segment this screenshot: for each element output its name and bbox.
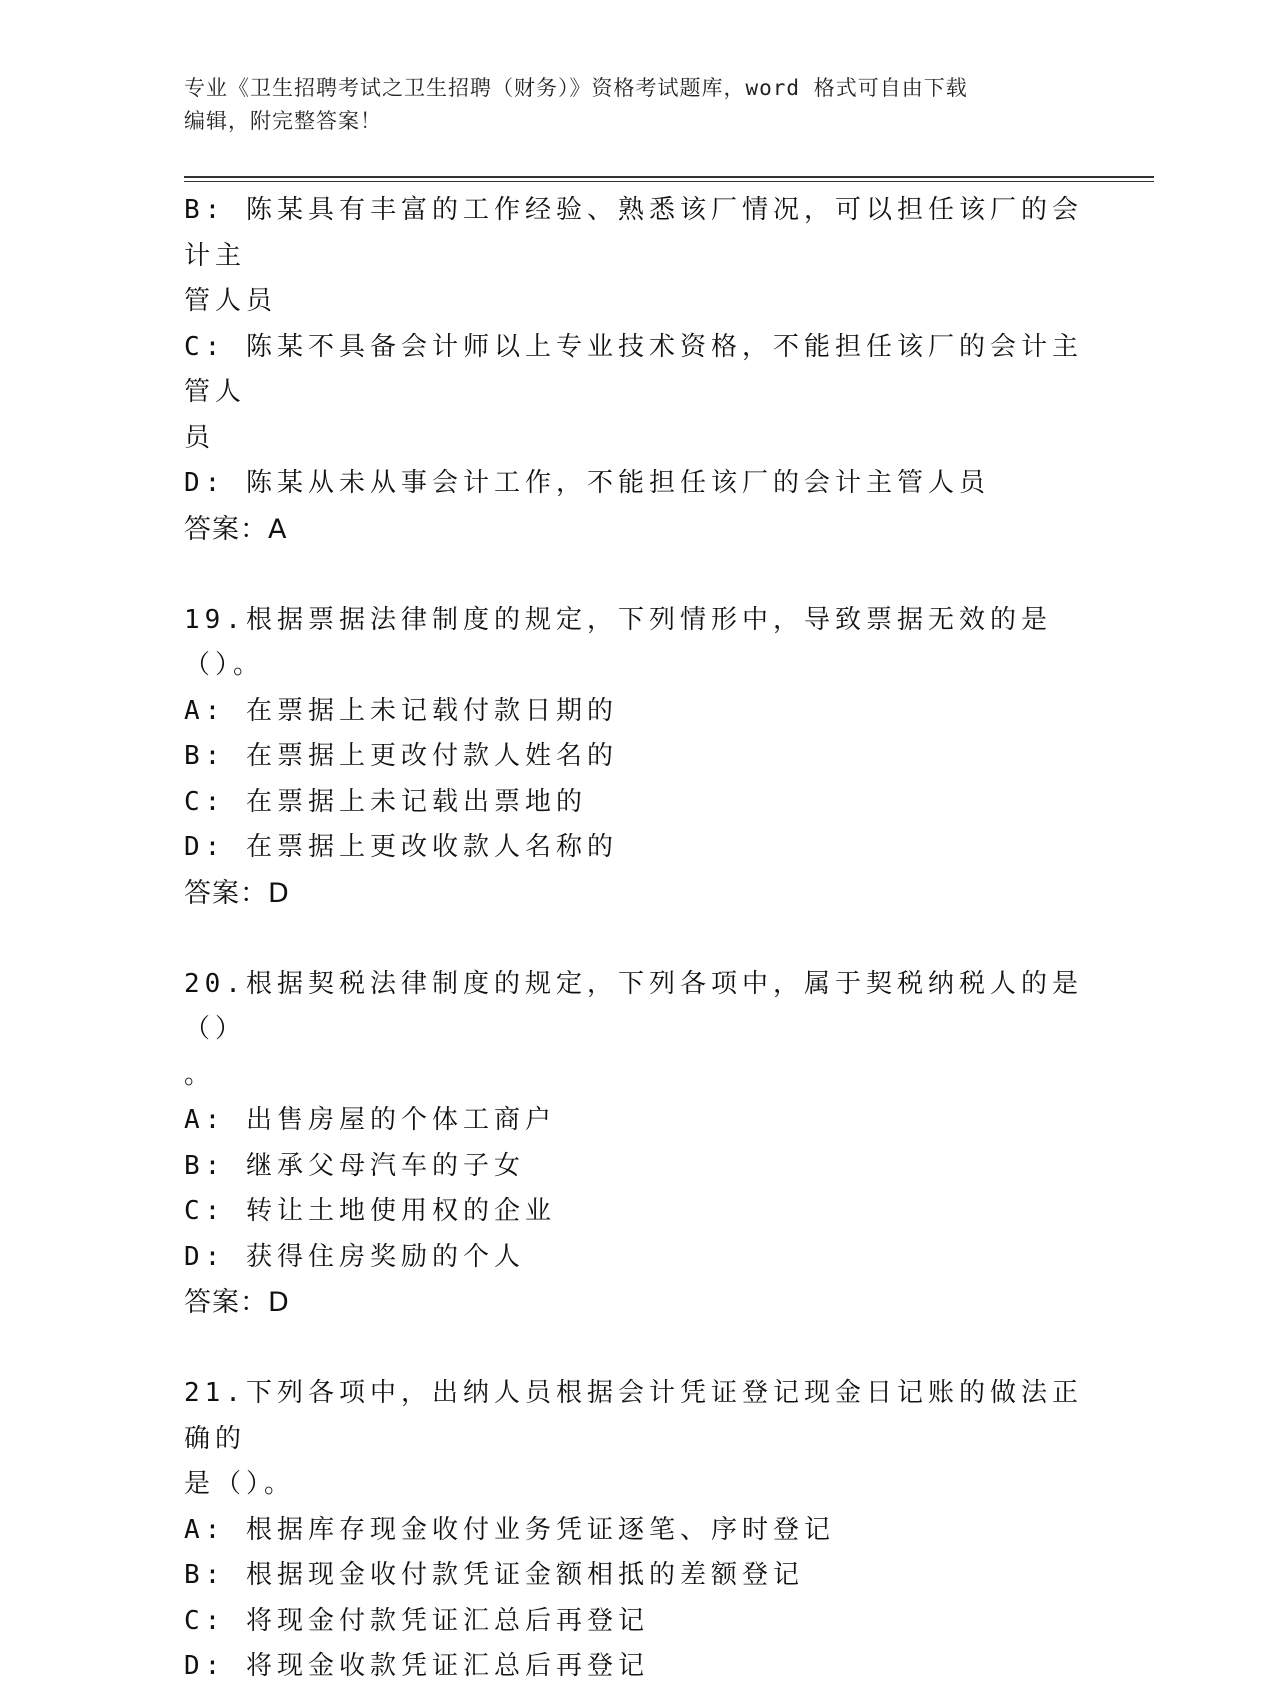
question-stem: 20.根据契税法律制度的规定，下列各项中，属于契税纳税人的是（） [184, 968, 1083, 1044]
question-19 [184, 598, 1084, 917]
blank-line [184, 1326, 1084, 1372]
question-21 [184, 1371, 1084, 1690]
question-18-continued [184, 188, 1084, 552]
option-c: C: 将现金付款凭证汇总后再登记 [184, 1605, 649, 1636]
question-stem: 21.下列各项中，出纳人员根据会计凭证登记现金日记账的做法正确的 [184, 1378, 1083, 1454]
blank-line [184, 552, 1084, 598]
header-divider-thick [184, 176, 1154, 178]
question-list [184, 188, 1084, 1690]
header-line-2: 编辑，附完整答案！ [184, 109, 382, 133]
option-d: D: 陈某从未从事会计工作，不能担任该厂的会计主管人员 [184, 468, 990, 498]
option-c: C: 转让土地使用权的企业 [184, 1196, 556, 1226]
answer: 答案：D [184, 1287, 290, 1318]
question-20 [184, 962, 1084, 1326]
header-divider-thin [184, 181, 1154, 182]
option-d: D: 获得住房奖励的个人 [184, 1241, 525, 1272]
option-a: A: 在票据上未记载付款日期的 [184, 695, 618, 726]
answer: 答案：D [184, 877, 290, 909]
question-stem: 19.根据票据法律制度的规定，下列情形中，导致票据无效的是（）。 [184, 604, 1052, 680]
option-b: B: 在票据上更改付款人姓名的 [184, 741, 618, 771]
option-d: D: 将现金收款凭证汇总后再登记 [184, 1651, 649, 1681]
option-b: B: 根据现金收付款凭证金额相抵的差额登记 [184, 1560, 804, 1590]
blank-line [184, 916, 1084, 962]
option-c: C: 在票据上未记载出票地的 [184, 786, 587, 817]
option-a: A: 根据库存现金收付业务凭证逐笔、序时登记 [184, 1514, 835, 1545]
question-stem-continued: 是（）。 [184, 1469, 296, 1499]
option-b: B: 继承父母汽车的子女 [184, 1150, 525, 1181]
option-b-continued: 管人员 [184, 286, 278, 316]
option-a: A: 出售房屋的个体工商户 [184, 1105, 556, 1135]
document-header [184, 72, 1064, 138]
option-b: B: 陈某具有丰富的工作经验、熟悉该厂情况，可以担任该厂的会计主 [184, 195, 1083, 271]
option-d: D: 在票据上更改收款人名称的 [184, 832, 618, 862]
header-line-1: 专业《卫生招聘考试之卫生招聘（财务）》资格考试题库，word 格式可自由下载 [184, 76, 968, 100]
question-stem-continued: 。 [184, 1059, 216, 1090]
option-c-continued: 员 [184, 422, 216, 453]
option-c: C: 陈某不具备会计师以上专业技术资格，不能担任该厂的会计主管人 [184, 331, 1083, 407]
answer: 答案：A [184, 513, 288, 545]
